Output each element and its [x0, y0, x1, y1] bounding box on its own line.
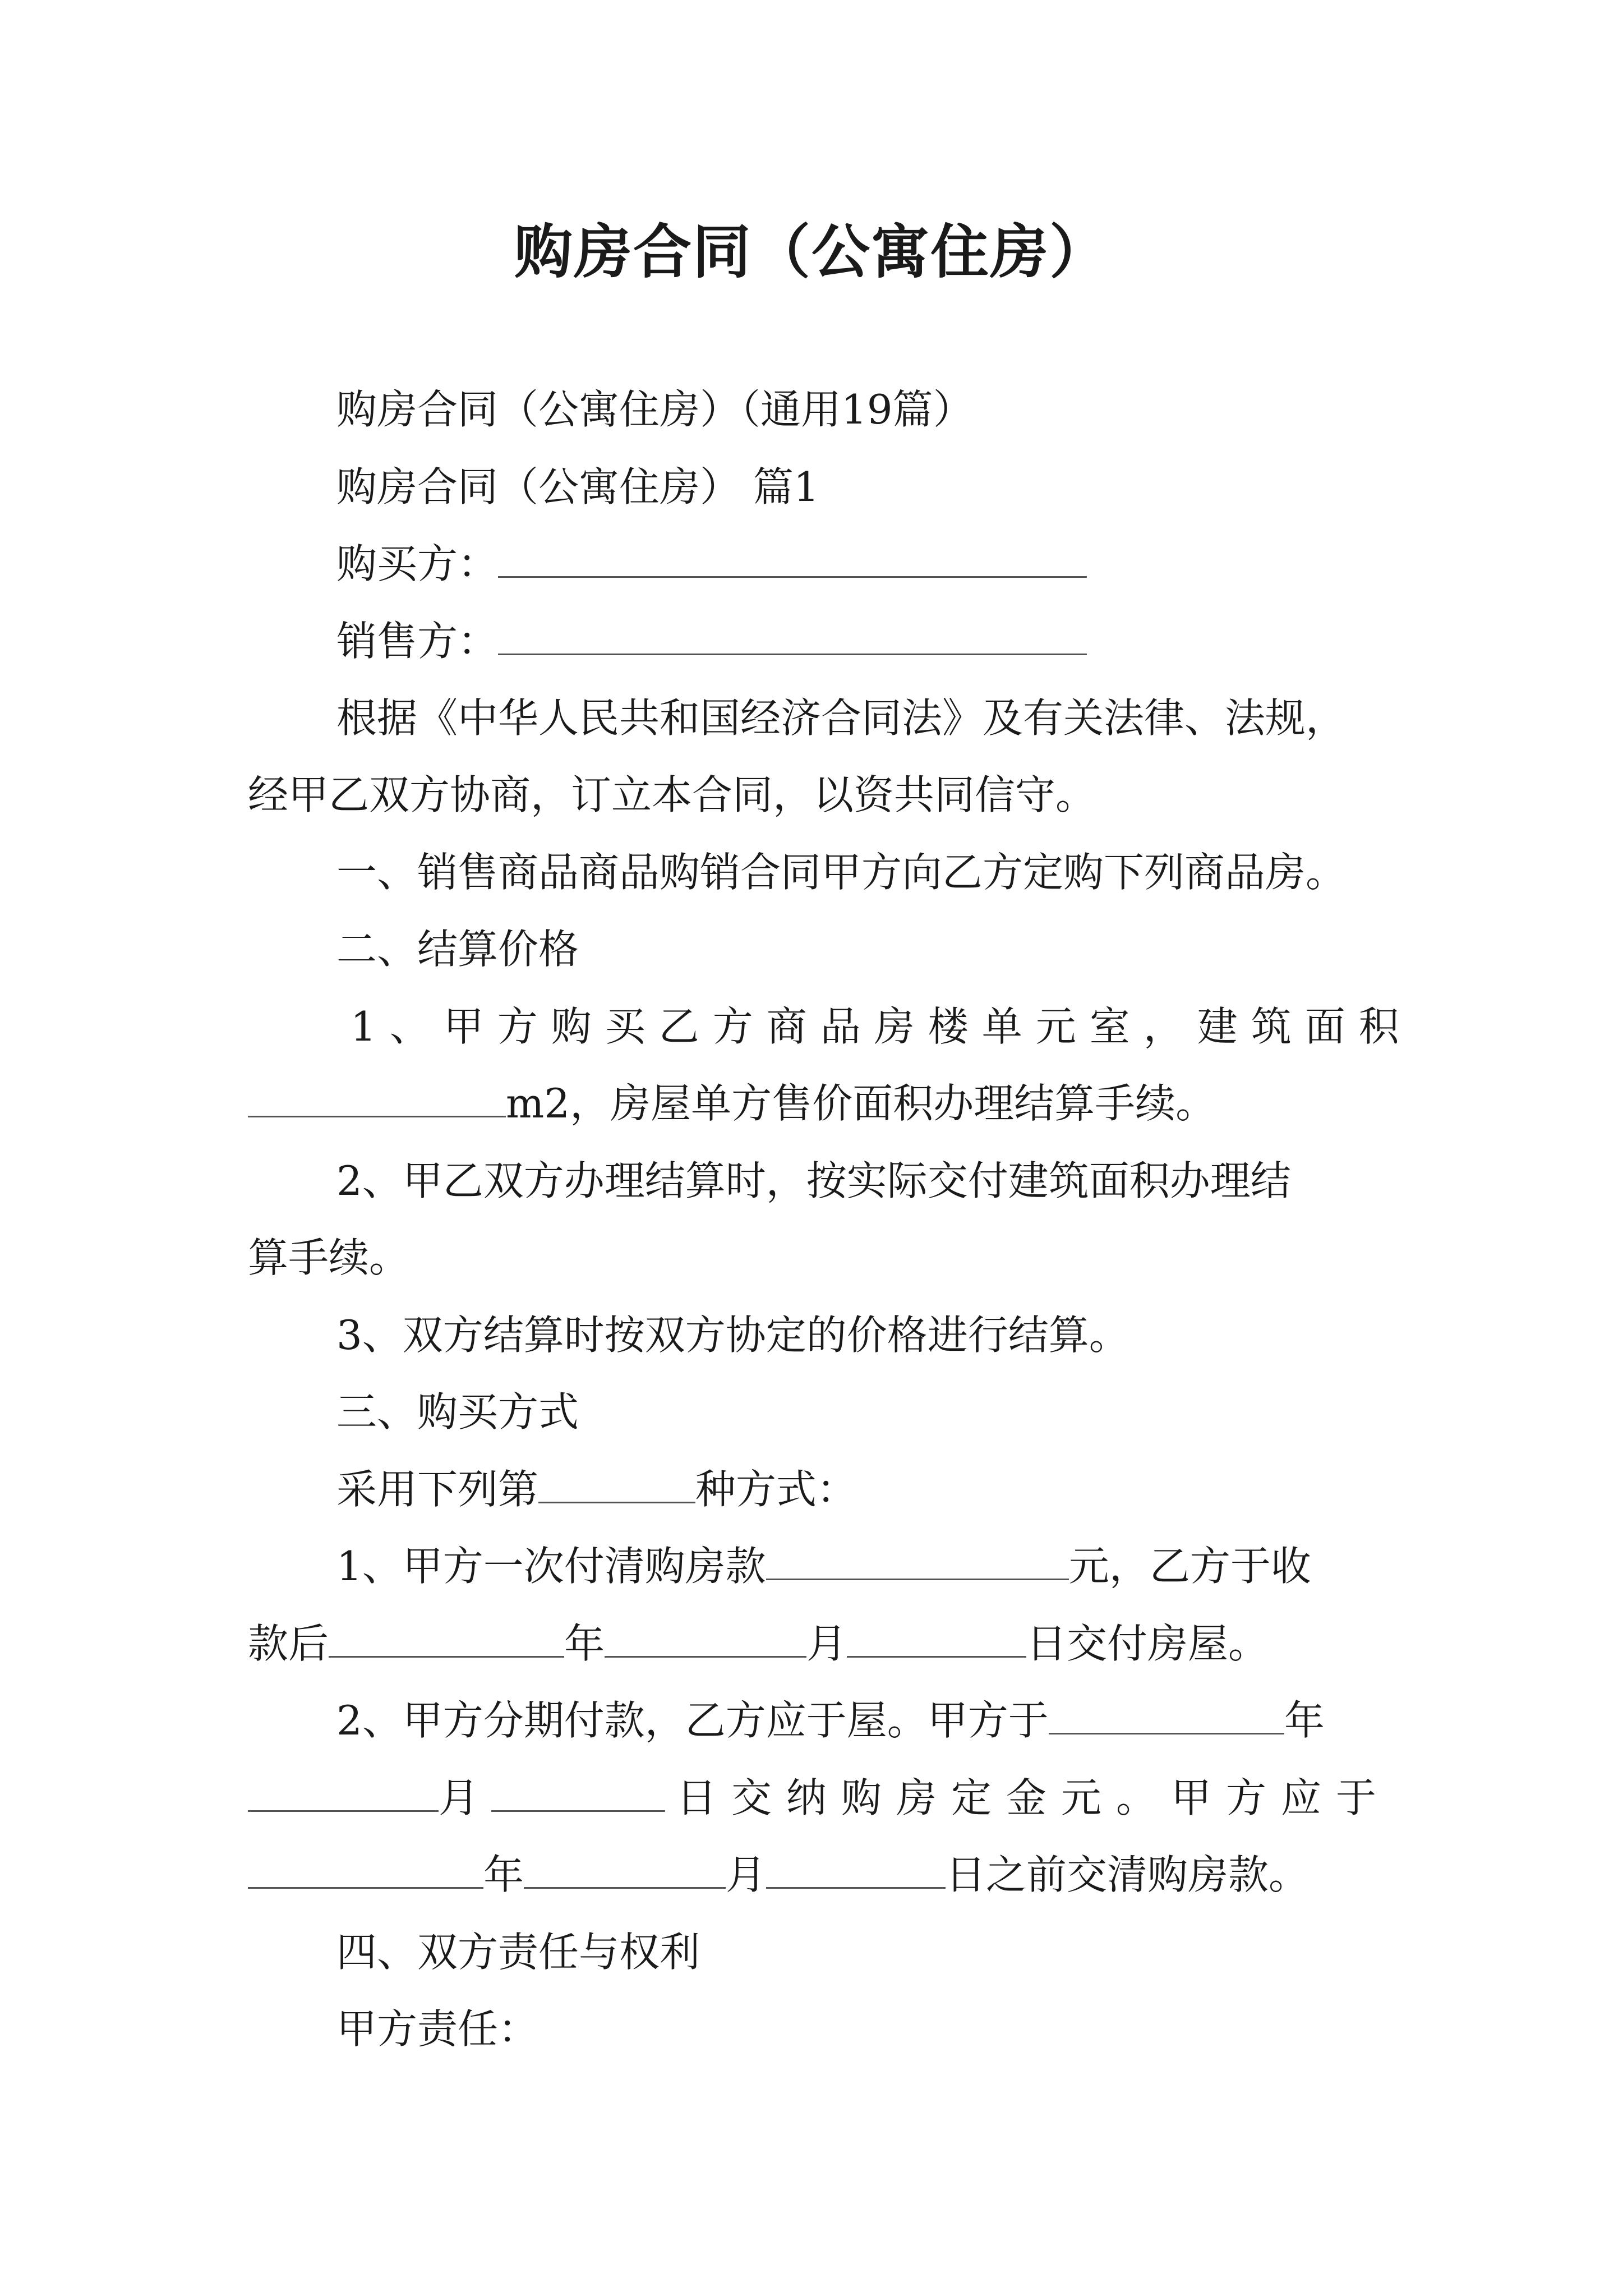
- paragraph-text: 2、甲方分期付款，乙方应于屋。甲方于: [336, 1697, 1049, 1744]
- year-blank: [1049, 1699, 1284, 1734]
- month-blank: [248, 1777, 439, 1812]
- paragraph-line: [336, 1538, 1311, 1594]
- day-blank: [766, 1853, 946, 1889]
- paragraph-text: 1、甲方一次付清购房款: [336, 1543, 766, 1590]
- paragraph-text: 年: [1284, 1697, 1325, 1744]
- section-heading: 三、购买方式: [336, 1388, 579, 1435]
- seller-field: [336, 613, 1087, 669]
- paragraph-text: 年: [483, 1851, 524, 1898]
- section-heading: 四、双方责任与权利: [336, 1929, 700, 1976]
- paragraph-line: [248, 1075, 1216, 1131]
- paragraph-line: 3、双方结算时按双方协定的价格进行结算。: [336, 1312, 1129, 1359]
- amount-blank: [766, 1545, 1069, 1580]
- year-blank: [248, 1853, 483, 1889]
- paragraph-text: 月: [439, 1774, 479, 1821]
- year-blank: [329, 1622, 564, 1658]
- document-title: 购房合同（公寓住房）: [514, 218, 1109, 286]
- paragraph-text: 日交付房屋。: [1026, 1620, 1269, 1667]
- paragraph-line: 甲方责任：: [336, 2005, 539, 2053]
- section-heading: 二、结算价格: [336, 926, 579, 973]
- buyer-label: 购买方：: [336, 540, 499, 587]
- paragraph-line: 算手续。: [248, 1234, 410, 1281]
- paragraph-text: 种方式：: [695, 1466, 857, 1513]
- paragraph-text: 日之前交清购房款。: [946, 1851, 1310, 1898]
- paragraph-line: 根据《中华人民共和国经济合同法》及有关法律、法规，: [336, 694, 1347, 742]
- month-blank: [524, 1853, 726, 1889]
- subtitle-line: 购房合同（公寓住房）（通用19篇）: [336, 386, 974, 433]
- paragraph-line: 1、甲方购买乙方商品房楼单元室，建筑面积: [351, 1003, 1413, 1050]
- paragraph-text: 年: [564, 1620, 605, 1667]
- paragraph-line: 一、销售商品商品购销合同甲方向乙方定购下列商品房。: [336, 849, 1347, 896]
- paragraph-text: 日交纳购房定金元。甲方应于: [676, 1774, 1391, 1821]
- seller-blank: [498, 620, 1087, 655]
- paragraph-line: 2、甲乙双方办理结算时，按实际交付建筑面积办理结: [336, 1157, 1291, 1204]
- paragraph-text: 元，乙方于收: [1068, 1543, 1311, 1590]
- paragraph-text: 采用下列第: [336, 1466, 539, 1513]
- paragraph-line: [248, 1847, 1309, 1903]
- paragraph-text: 月: [806, 1620, 847, 1667]
- paragraph-line: 经甲乙双方协商，订立本合同，以资共同信守。: [248, 771, 1096, 818]
- paragraph-text: m2，房屋单方售价面积办理结算手续。: [506, 1080, 1216, 1127]
- day-blank: [847, 1622, 1026, 1658]
- paragraph-text: 款后: [248, 1620, 329, 1667]
- buyer-blank: [498, 542, 1087, 578]
- section-heading: 购房合同（公寓住房） 篇1: [336, 463, 819, 510]
- month-blank: [605, 1622, 806, 1658]
- buyer-field: [336, 536, 1087, 592]
- day-blank: [491, 1777, 665, 1812]
- paragraph-line: [248, 1616, 1269, 1672]
- paragraph-text: 月: [726, 1851, 767, 1898]
- paragraph-line: [248, 1770, 1391, 1826]
- method-blank: [538, 1468, 695, 1503]
- seller-label: 销售方：: [336, 618, 499, 665]
- area-blank: [248, 1082, 506, 1117]
- paragraph-line: [336, 1692, 1325, 1749]
- paragraph-line: [336, 1461, 857, 1517]
